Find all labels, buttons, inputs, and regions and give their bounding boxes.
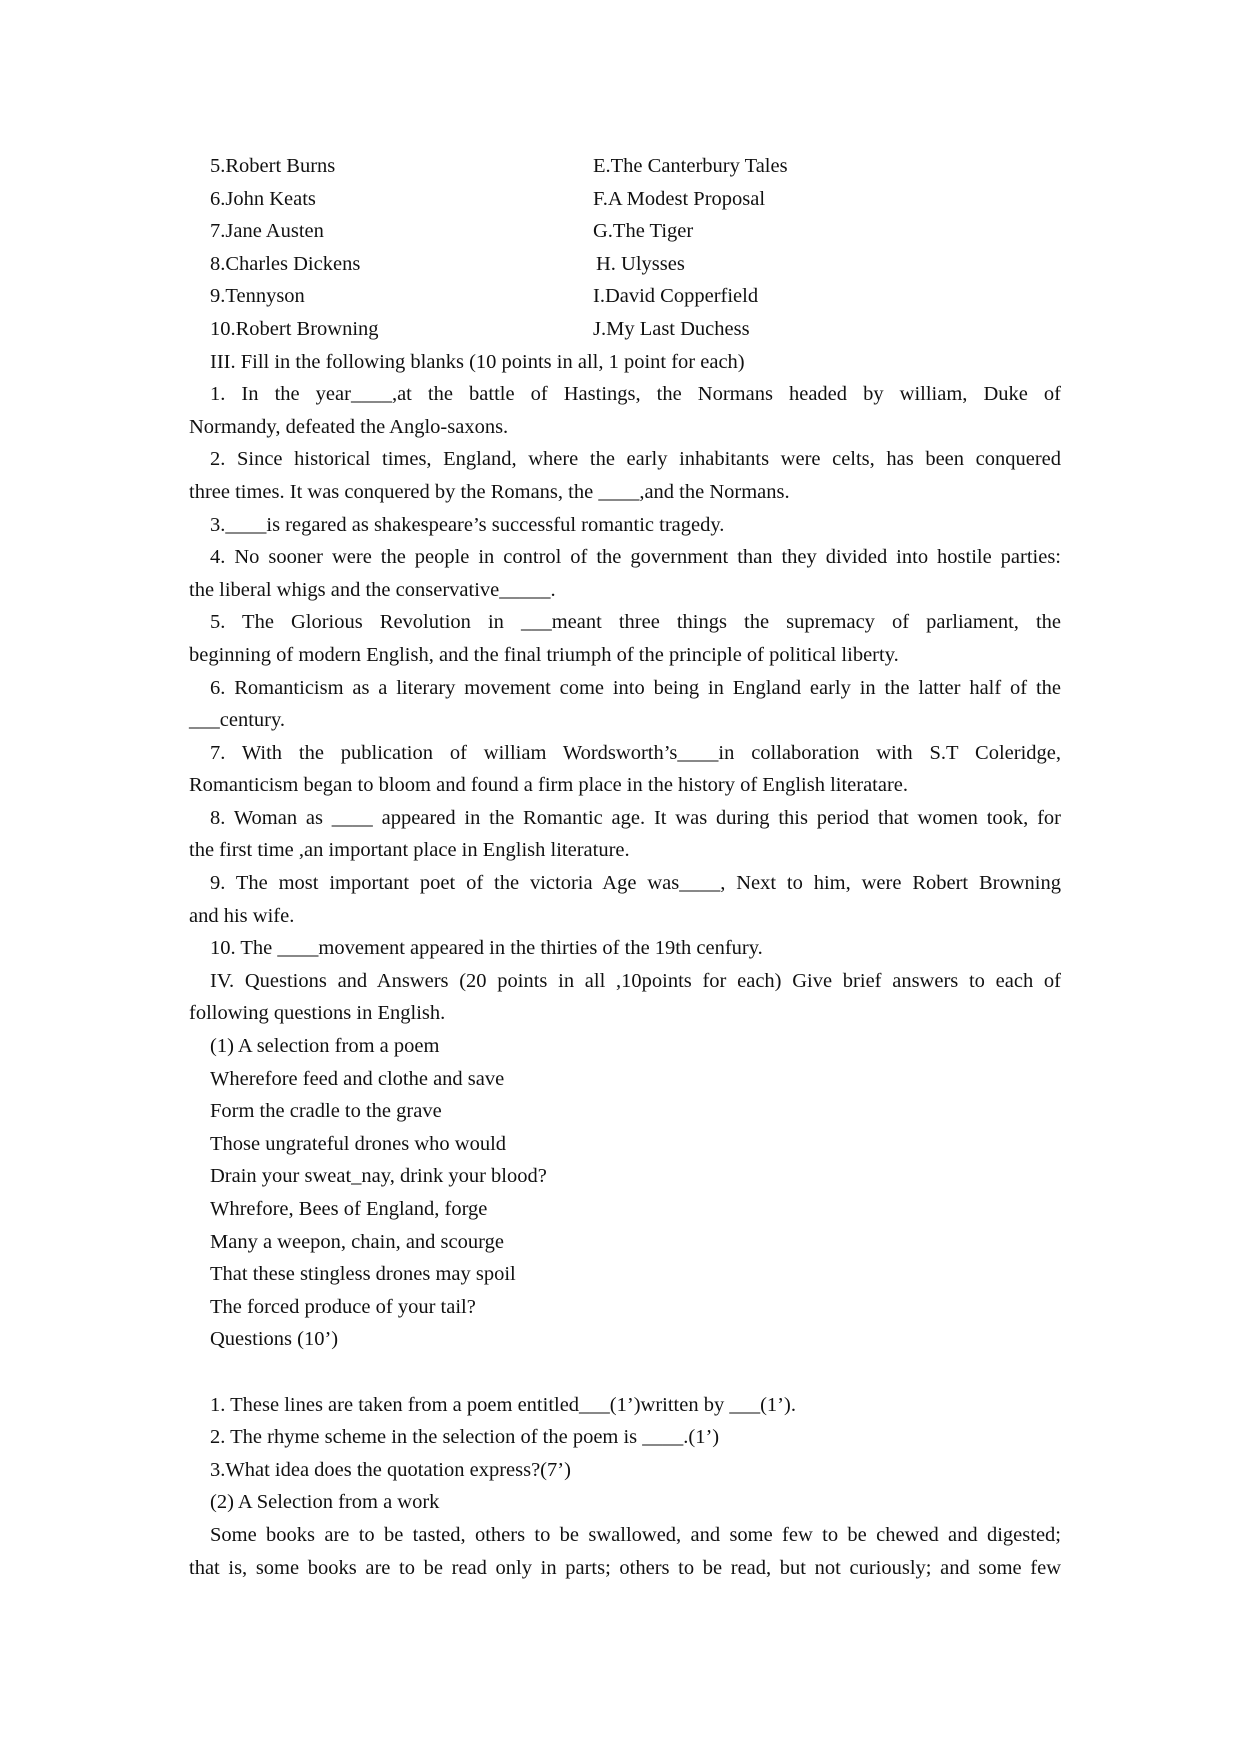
- poem-line: That these stingless drones may spoil: [210, 1263, 516, 1286]
- work-title: J.My Last Duchess: [593, 317, 750, 340]
- poem-line: Drain your sweat_nay, drink your blood?: [210, 1165, 547, 1188]
- fill-in-item: [189, 932, 1061, 965]
- poem-line: Those ungrateful drones who would: [210, 1132, 507, 1155]
- item-line: 3.____is regared as shakespeare’s successful romantic tragedy.: [210, 513, 725, 536]
- part-2-title: (2) A Selection from a work: [210, 1491, 440, 1514]
- fill-in-item: [189, 378, 1061, 443]
- fill-in-item: [189, 541, 1061, 606]
- work-title: G.The Tiger: [593, 220, 694, 243]
- item-line: 4. No sooner were the people in control of the government than they divided into hostile parties:: [210, 546, 1061, 569]
- question-item: 3.What idea does the quotation express?(7’): [210, 1458, 571, 1481]
- fill-in-item: [189, 672, 1061, 737]
- fill-in-item: [189, 606, 1061, 671]
- poem-line: Many a weepon, chain, and scourge: [210, 1230, 504, 1253]
- author-name: 6.John Keats: [210, 187, 316, 210]
- matching-row: [189, 248, 1061, 281]
- fill-in-item: [189, 737, 1061, 802]
- item-line: the first time ,an important place in English literature.: [189, 839, 630, 862]
- fill-in-item: [189, 443, 1061, 508]
- fill-in-item: [189, 509, 1061, 542]
- poem-line: Whrefore, Bees of England, forge: [210, 1198, 488, 1220]
- passage-block: [189, 1519, 1061, 1584]
- item-line: Normandy, defeated the Anglo-saxons.: [189, 415, 509, 438]
- work-title: H. Ulysses: [596, 252, 685, 275]
- work-title: F.A Modest Proposal: [593, 187, 766, 210]
- item-line: 10. The ____movement appeared in the thirties of the 19th cenfury.: [210, 937, 763, 960]
- question-item: 1. These lines are taken from a poem entitled___(1’)written by ___(1’).: [210, 1393, 796, 1416]
- question-item: 2. The rhyme scheme in the selection of the poem is ____.(1’): [210, 1426, 720, 1449]
- item-line: 9. The most important poet of the victoria Age was____, Next to him, were Robert Browning: [210, 872, 1061, 895]
- heading-line: following questions in English.: [189, 1002, 446, 1025]
- poem-line: Form the cradle to the grave: [210, 1100, 442, 1123]
- matching-row: [189, 215, 1061, 248]
- section-4-heading: [189, 965, 1061, 1030]
- item-line: 1. In the year____,at the battle of Hastings, the Normans headed by william, Duke of: [210, 383, 1061, 406]
- passage-line: that is, some books are to be read only in parts; others to be read, but not curiously; and some few: [189, 1556, 1061, 1579]
- item-line: 7. With the publication of william Wordsworth’s____in collaboration with S.T Coleridge,: [210, 741, 1061, 764]
- page-content: [189, 150, 1061, 1584]
- item-line: 8. Woman as ____ appeared in the Romantic age. It was during this period that women took, for: [210, 806, 1061, 829]
- questions-label: Questions (10’): [210, 1328, 339, 1351]
- part-1-title: (1) A selection from a poem: [210, 1035, 440, 1058]
- poem-line: Wherefore feed and clothe and save: [210, 1067, 505, 1090]
- item-line: Romanticism began to bloom and found a firm place in the history of English literatare.: [189, 774, 909, 797]
- matching-row: [189, 313, 1061, 346]
- work-title: E.The Canterbury Tales: [593, 155, 788, 177]
- poem-line: The forced produce of your tail?: [210, 1295, 476, 1318]
- author-name: 8.Charles Dickens: [210, 252, 361, 275]
- matching-row: [189, 183, 1061, 216]
- work-title: I.David Copperfield: [593, 285, 759, 308]
- author-name: 10.Robert Browning: [210, 317, 379, 340]
- question-list: [189, 1389, 1061, 1487]
- matching-row: [189, 150, 1061, 183]
- fill-in-item: [189, 867, 1061, 932]
- matching-row: [189, 280, 1061, 313]
- author-name: 5.Robert Burns: [210, 155, 336, 177]
- blank-line: [189, 1356, 1061, 1389]
- item-line: three times. It was conquered by the Romans, the ____,and the Normans.: [189, 480, 790, 503]
- item-line: 5. The Glorious Revolution in ___meant three things the supremacy of parliament, the: [210, 611, 1061, 634]
- item-line: ___century.: [189, 709, 286, 732]
- item-line: 6. Romanticism as a literary movement come into being in England early in the latter half of the: [210, 676, 1061, 699]
- section-3-heading: III. Fill in the following blanks (10 points in all, 1 point for each): [210, 350, 745, 373]
- passage-line: Some books are to be tasted, others to be swallowed, and some few to be chewed and digested;: [210, 1523, 1061, 1546]
- matching-list: [189, 150, 1061, 346]
- poem-block: [189, 1063, 1061, 1324]
- heading-line: IV. Questions and Answers (20 points in all ,10points for each) Give brief answers to each of: [210, 969, 1061, 992]
- fill-in-item: [189, 802, 1061, 867]
- author-name: 9.Tennyson: [210, 285, 305, 308]
- item-line: the liberal whigs and the conservative_____.: [189, 578, 556, 601]
- item-line: and his wife.: [189, 904, 295, 927]
- item-line: 2. Since historical times, England, where the early inhabitants were celts, has been conquered: [210, 448, 1061, 471]
- item-line: beginning of modern English, and the final triumph of the principle of political liberty.: [189, 643, 899, 666]
- author-name: 7.Jane Austen: [210, 220, 324, 243]
